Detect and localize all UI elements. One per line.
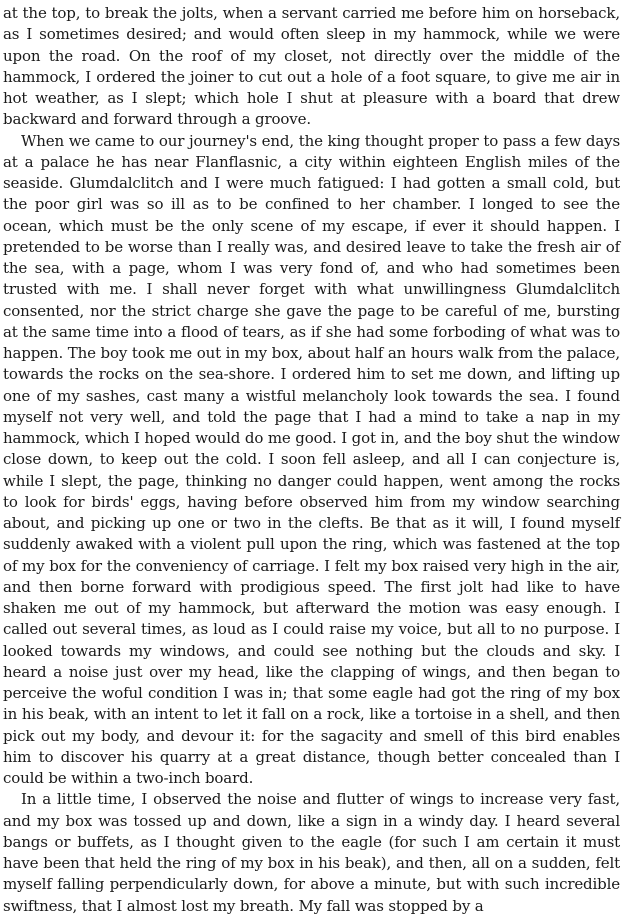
paragraph-journeys-end: When we came to our journey's end, the king thought proper to pass a few days at a palace he has near Flanflasnic, a city within eighteen English miles of the seaside. Glumdalclitch and I were much fatigued: I had gotten a small cold, but the poor girl was so ill as to be confined to her chamber. I longed to see the ocean, which must be the only scene of my escape, if ever it should happen. I pretended to be worse than I really was, and desired leave to take the fresh air of the sea, with a page, whom I was very fond of, and who had sometimes been trusted with me. I shall never forget with what unwillingness Glumdalclitch consented, nor the strict charge she gave the page to be careful of me, bursting at the same time into a flood of tears, as if she had some forboding of what was to happen. The boy took me out in my box, about half an hours walk from the palace, towards the rocks on the sea-shore. I ordered him to set me down, and lifting up one of my sashes, cast many a wistful melancholy look towards the sea. I found myself not very well, and told the page that I had a mind to take a nap in my hammock, which I hoped would do me good. I got in, and the boy shut the window close down, to keep out the cold. I soon fell asleep, and all I can conjecture is, while I slept, the page, thinking no danger could happen, went among the rocks to look for birds' eggs, having before observed him from my window searching about, and picking up one or two in the clefts. Be that as it will, I found myself suddenly awaked with a violent pull upon the ring, which was fastened at the top of my box for the conveniency of carriage. I felt my box raised very high in the air, and then borne forward with prodigious speed. The first jolt had like to have shaken me out of my hammock, but afterward the motion was easy enough. I called out several times, as loud as I could raise my voice, but all to no purpose. I looked towards my windows, and could see nothing but the clouds and sky. I heard a noise just over my head, like the clapping of wings, and then began to perceive the woful condition I was in; that some eagle had got the ring of my box in his beak, with an intent to let it fall on a rock, like a tortoise in a shell, and then pick out my body, and devour it: for the sagacity and smell of this bird enables him to discover his quarry at a great distance, though better concealed than I could be within a two-inch board. xyxy=(3,131,620,787)
paragraph-continuation: at the top, to break the jolts, when a servant carried me before him on horseback, as I sometimes desired; and would often sleep in my hammock, while we were upon the road. On the roof of my closet, not directly over the middle of the hammock, I ordered the joiner to cut out a hole of a foot square, to give me air in hot weather, as I slept; which hole I shut at pleasure with a board that drew backward and forward through a groove. xyxy=(3,4,620,129)
paragraph-falling-box: In a little time, I observed the noise and flutter of wings to increase very fast, and my box was tossed up and down, like a sign in a windy day. I heard several bangs or buffets, as I thought given to the eagle (for such I am certain it must have been that held the ring of my box in his beak), and then, all on a sudden, felt myself falling perpendicularly down, for above a minute, but with such incredible swiftness, that I almost lost my breath. My fall was stopped by a xyxy=(3,790,620,915)
document-page xyxy=(3,3,620,915)
